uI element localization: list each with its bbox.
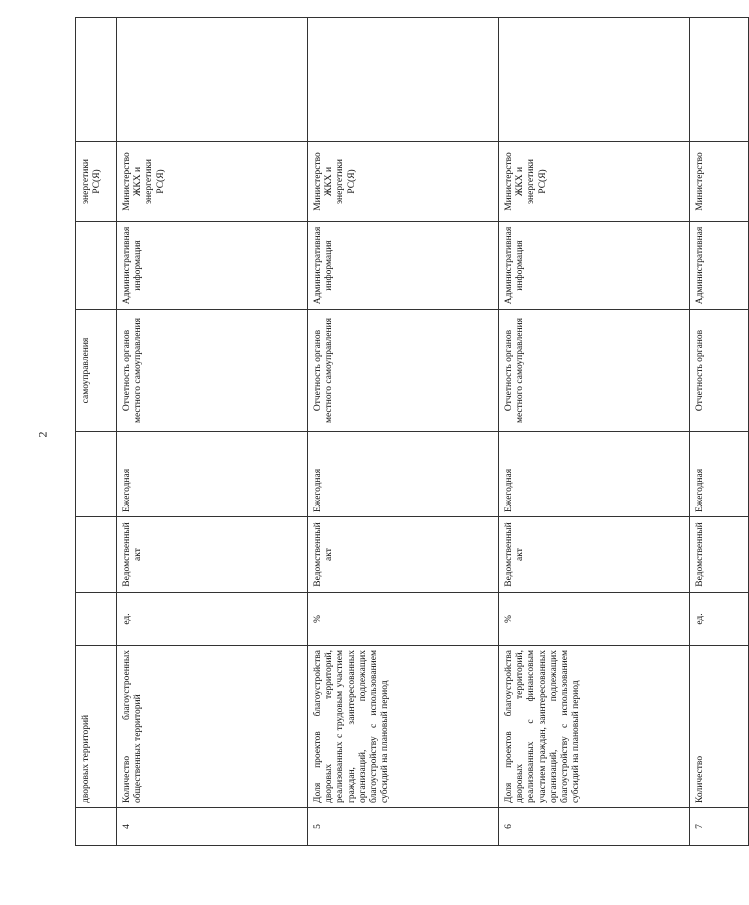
row-number-cell: 7 — [690, 808, 749, 846]
collection-method-cell: Административная — [690, 222, 749, 310]
collection-method-cell: Административная информация — [308, 222, 499, 310]
row-number-cell: 4 — [117, 808, 308, 846]
basis-document-cell: Ведомственный акт — [499, 517, 690, 593]
periodicity-cell — [76, 432, 117, 517]
unit-of-measure-cell: ед. — [117, 593, 308, 646]
data-source-cell: самоуправления — [76, 310, 117, 432]
extra-column-cell — [308, 18, 499, 142]
basis-document-cell: Ведомственный акт — [308, 517, 499, 593]
indicators-table — [75, 18, 705, 846]
extra-column-cell — [117, 18, 308, 142]
collection-method-cell: Административная информация — [499, 222, 690, 310]
extra-column-cell — [76, 18, 117, 142]
periodicity-cell: Ежегодная — [690, 432, 749, 517]
row-number-cell: 6 — [499, 808, 690, 846]
unit-of-measure-cell — [76, 593, 117, 646]
table-row — [76, 18, 117, 846]
periodicity-cell: Ежегодная — [117, 432, 308, 517]
periodicity-cell: Ежегодная — [308, 432, 499, 517]
row-number-cell: 5 — [308, 808, 499, 846]
row-number-cell — [76, 808, 117, 846]
table-row — [308, 18, 499, 846]
responsible-body-cell: Министерство ЖКХ и энергетики РС(Я) — [499, 142, 690, 222]
responsible-body-cell: Министерство ЖКХ и энергетики РС(Я) — [308, 142, 499, 222]
table-row — [117, 18, 308, 846]
indicator-name-cell: Количество благоустроенных общественных территорий — [117, 646, 308, 808]
unit-of-measure-cell: % — [499, 593, 690, 646]
indicator-name-cell: Доля проектов благоустройства дворовых территорий, реализованных с финансовым участием граждан, заинтересованных организаций, подлежащих благоустройству с использованием субсидий на плановый период — [499, 646, 690, 808]
unit-of-measure-cell: % — [308, 593, 499, 646]
basis-document-cell: Ведомственный — [690, 517, 749, 593]
table-frame — [75, 18, 705, 846]
extra-column-cell — [499, 18, 690, 142]
periodicity-cell: Ежегодная — [499, 432, 690, 517]
collection-method-cell — [76, 222, 117, 310]
table-row — [499, 18, 690, 846]
data-source-cell: Отчетность органов местного самоуправления — [308, 310, 499, 432]
collection-method-cell: Административная информация — [117, 222, 308, 310]
table-row — [690, 18, 749, 846]
indicator-name-cell: дворовых территорий — [76, 646, 117, 808]
responsible-body-cell: энергетики РС(Я) — [76, 142, 117, 222]
unit-of-measure-cell: ед. — [690, 593, 749, 646]
extra-column-cell — [690, 18, 749, 142]
indicator-name-cell: Доля проектов благоустройства дворовых территорий, реализованных с трудовым участием граждан, заинтересованных организаций, подлежащих благоустройству с использованием субсидий на плановый период — [308, 646, 499, 808]
data-source-cell: Отчетность органов — [690, 310, 749, 432]
indicator-name-cell: Количество — [690, 646, 749, 808]
basis-document-cell — [76, 517, 117, 593]
responsible-body-cell: Министерство — [690, 142, 749, 222]
page-number: 2 — [35, 431, 50, 438]
basis-document-cell: Ведомственный акт — [117, 517, 308, 593]
data-source-cell: Отчетность органов местного самоуправления — [499, 310, 690, 432]
data-source-cell: Отчетность органов местного самоуправления — [117, 310, 308, 432]
responsible-body-cell: Министерство ЖКХ и энергетики РС(Я) — [117, 142, 308, 222]
